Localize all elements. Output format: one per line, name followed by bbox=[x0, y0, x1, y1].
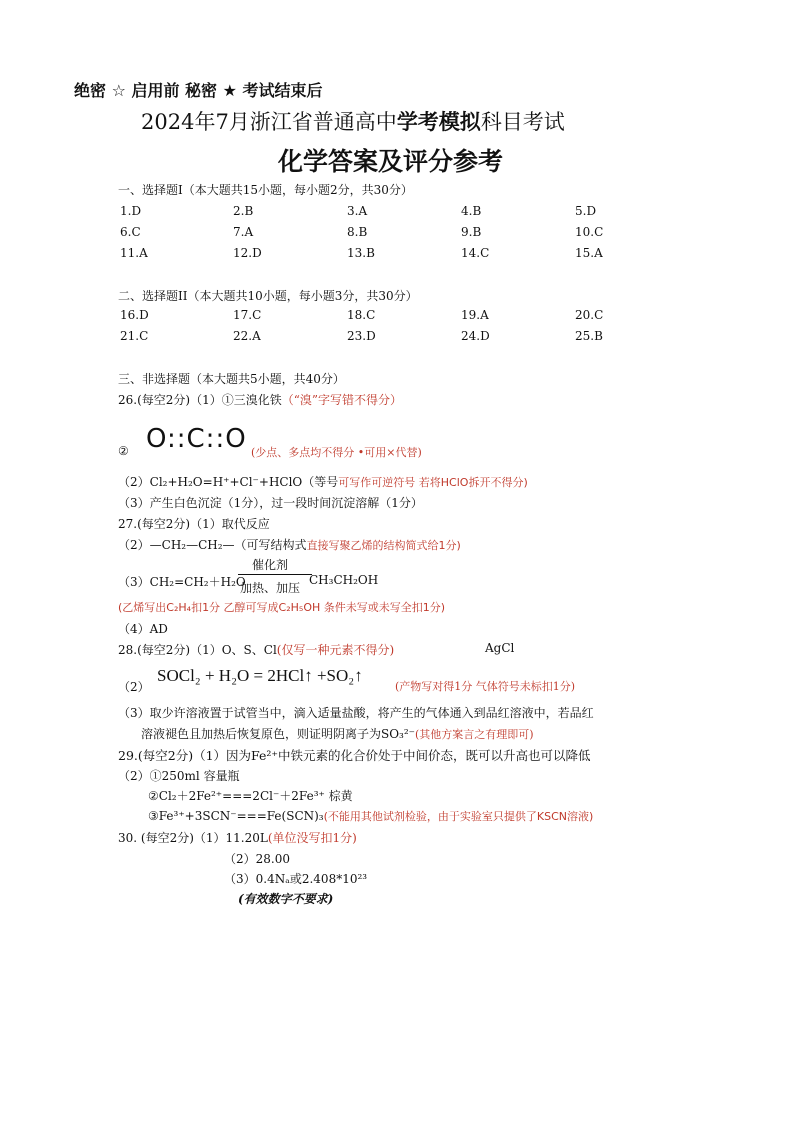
q28-note2: (产物写对得1分 气体符号未标扣1分) bbox=[395, 680, 576, 693]
q29-line2: （2）①250ml 容量瓶 bbox=[118, 769, 240, 783]
answer-17: 17.C bbox=[233, 308, 262, 322]
q26-line4: （3）产生白色沉淀（1分），过一段时间沉淀溶解（1分） bbox=[118, 496, 423, 510]
q26-line3 bbox=[118, 473, 528, 490]
answer-11: 11.A bbox=[120, 246, 148, 260]
answer-20: 20.C bbox=[575, 308, 604, 322]
section2-heading: 二、选择题II（本大题共10小题，每小题3分，共30分） bbox=[118, 289, 418, 303]
q26-note3: 可写作可逆符号 若将HClO拆开不得分) bbox=[338, 476, 528, 489]
q30-line3: （3）0.4Nₐ或2.408*10²³ bbox=[224, 872, 368, 886]
answer-18: 18.C bbox=[347, 308, 376, 322]
answer-10: 10.C bbox=[575, 225, 604, 239]
q26-line2 bbox=[118, 422, 129, 456]
answer-25: 25.B bbox=[575, 329, 603, 343]
answer-16: 16.D bbox=[120, 308, 149, 322]
confidential-line: 绝密 ☆ 启用前 秘密 ★ 考试结束后 bbox=[74, 81, 323, 100]
answer-2: 2.B bbox=[233, 204, 254, 218]
q27-line1: 27.(每空2分)（1）取代反应 bbox=[118, 517, 270, 531]
answer-15: 15.A bbox=[575, 246, 603, 260]
q28-note3: (其他方案言之有理即可) bbox=[415, 728, 534, 741]
section3-heading: 三、非选择题（本大题共5小题，共40分） bbox=[118, 372, 345, 386]
q28-prefix2: （2） bbox=[118, 680, 150, 694]
answer-5: 5.D bbox=[575, 204, 597, 218]
q29-line1: 29.(每空2分)（1）因为Fe²⁺中铁元素的化合价处于中间价态，既可以升高也可以降低 bbox=[118, 748, 591, 763]
answer-21: 21.C bbox=[120, 329, 149, 343]
q27-catalyst: 催化剂 bbox=[252, 558, 289, 572]
q26-circle-2: ② bbox=[118, 444, 129, 458]
q30-line2: （2）28.00 bbox=[224, 852, 290, 866]
page-subtitle: 化学答案及评分参考 bbox=[278, 147, 504, 176]
answer-23: 23.D bbox=[347, 329, 376, 343]
q27-note2: 直接写聚乙烯的结构简式给1分) bbox=[306, 539, 461, 552]
answer-12: 12.D bbox=[233, 246, 262, 260]
section1-heading: 一、选择题Ⅰ（本大题共15小题，每小题2分，共30分） bbox=[118, 183, 413, 197]
q27-note4: (乙烯写出C₂H₄扣1分 乙醇可写成C₂H₅OH 条件未写或未写全扣1分) bbox=[118, 601, 446, 614]
q29-equation: ③Fe³⁺+3SCN⁻===Fe(SCN)₃ bbox=[148, 809, 324, 823]
q30-answer1: 30. (每空2分)（1）11.20L bbox=[118, 831, 268, 845]
q28-note1: (仅写一种元素不得分) bbox=[276, 643, 395, 657]
q26-answer1: 26.(每空2分)（1）①三溴化铁 bbox=[118, 393, 282, 407]
answer-6: 6.C bbox=[120, 225, 141, 239]
answer-14: 14.C bbox=[461, 246, 490, 260]
answer-19: 19.A bbox=[461, 308, 489, 322]
answer-24: 24.D bbox=[461, 329, 490, 343]
answer-22: 22.A bbox=[233, 329, 261, 343]
q26-line1 bbox=[118, 391, 402, 408]
answer-7: 7.A bbox=[233, 225, 254, 239]
q27-line5: （4）AD bbox=[118, 622, 168, 636]
q30-line4: (有效数字不要求) bbox=[238, 892, 334, 906]
title-part2: 科目考试 bbox=[480, 110, 565, 134]
q27-line2 bbox=[118, 536, 461, 553]
q28-line3b bbox=[141, 725, 534, 742]
answer-1: 1.D bbox=[120, 204, 142, 218]
co2-lewis-structure: O::C::O bbox=[146, 424, 247, 454]
answer-13: 13.B bbox=[347, 246, 375, 260]
q29-line4 bbox=[148, 808, 593, 824]
q28-agcl: AgCl bbox=[485, 641, 515, 655]
answer-3: 3.A bbox=[347, 204, 368, 218]
q27-conditions: 加热、加压 bbox=[240, 581, 301, 595]
q26-equation: （2）Cl₂+H₂O=H⁺+Cl⁻+HClO（等号 bbox=[118, 475, 339, 489]
q30-note1: (单位没写扣1分) bbox=[267, 831, 357, 845]
reaction-arrow-line bbox=[238, 574, 312, 575]
q28-line3a: （3）取少许溶液置于试管当中，滴入适量盐酸，将产生的气体通入到品红溶液中，若品红 bbox=[118, 706, 594, 720]
q30-line1 bbox=[118, 829, 357, 846]
answer-4: 4.B bbox=[461, 204, 482, 218]
q27-structure: （2）—CH₂—CH₂—（可写结构式 bbox=[118, 538, 307, 552]
title-part1: 2024年7月浙江省普通高中 bbox=[141, 110, 397, 134]
page-title bbox=[141, 106, 565, 136]
title-bold: 学考模拟 bbox=[396, 110, 481, 134]
answer-9: 9.B bbox=[461, 225, 482, 239]
q28-equation: SOCl₂ + H₂O = 2HCl↑ +SO₂↑ bbox=[157, 666, 363, 685]
q26-note2: (少点、多点均不得分 •可用×代替) bbox=[251, 446, 422, 459]
q27-product: CH₃CH₂OH bbox=[309, 573, 379, 587]
q28-answer1: 28.(每空2分)（1）O、S、Cl bbox=[118, 643, 277, 657]
q26-note1: （“溴”字写错不得分） bbox=[281, 393, 402, 407]
q27-reactants: （3）CH₂=CH₂＋H₂O bbox=[118, 575, 246, 589]
q29-note4: (不能用其他试剂检验，由于实验室只提供了KSCN溶液) bbox=[323, 810, 594, 823]
answer-8: 8.B bbox=[347, 225, 368, 239]
q28-conclusion: 溶液褪色且加热后恢复原色，则证明阴离子为SO₃²⁻ bbox=[141, 727, 416, 741]
q28-line1 bbox=[118, 641, 394, 658]
q29-line3: ②Cl₂＋2Fe²⁺===2Cl⁻＋2Fe³⁺ 棕黄 bbox=[148, 789, 353, 803]
